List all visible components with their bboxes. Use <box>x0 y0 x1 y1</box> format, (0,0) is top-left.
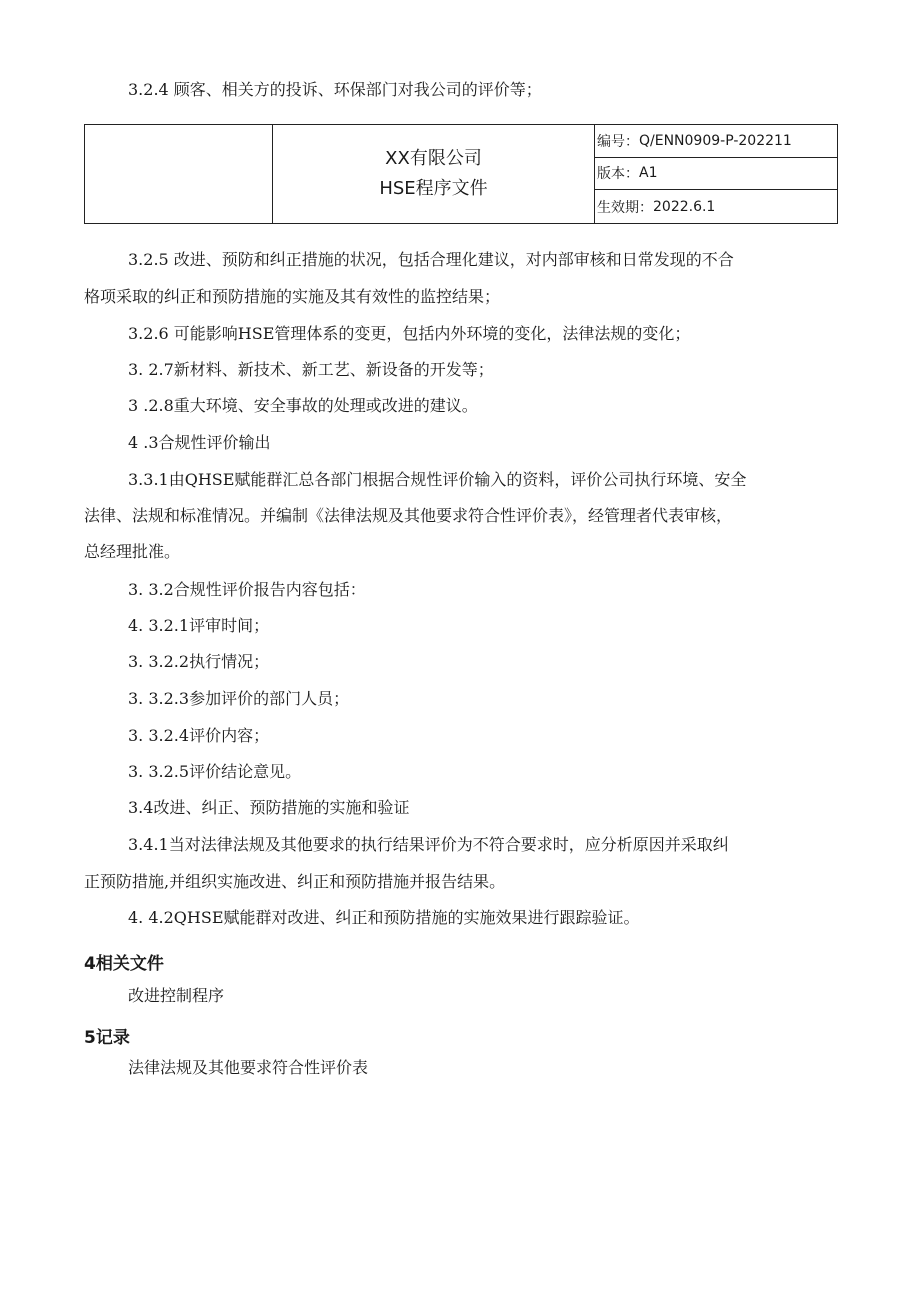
meta-label: 编号： <box>597 133 639 150</box>
body-line: 3. 2.7新材料、新技术、新工艺、新设备的开发等； <box>128 360 494 379</box>
company-name: XX有限公司 <box>385 148 482 169</box>
document-title: HSE程序文件 <box>379 178 488 199</box>
intro-line: 3.2.4 顾客、相关方的投诉、环保部门对我公司的评价等； <box>128 80 542 99</box>
body-line: 3. 3.2合规性评价报告内容包括： <box>128 580 366 599</box>
body-line: 3.2.6 可能影响HSE管理体系的变更，包括内外环境的变化，法律法规的变化； <box>128 324 691 343</box>
body-line: 3. 3.2.3参加评价的部门人员； <box>128 689 350 708</box>
meta-row-effective-date <box>595 190 837 223</box>
meta-cell <box>595 125 837 223</box>
meta-row-version <box>595 158 837 191</box>
logo-cell <box>85 125 273 223</box>
body-line: 格项采取的纠正和预防措施的实施及其有效性的监控结果； <box>84 287 501 306</box>
body-line: 3. 3.2.2执行情况； <box>128 652 270 671</box>
body-line: 3. 3.2.4评价内容； <box>128 726 270 745</box>
body-line: 3.4.1当对法律法规及其他要求的执行结果评价为不符合要求时，应分析原因并采取纠 <box>128 835 729 854</box>
body-line: 4. 3.2.1评审时间； <box>128 616 270 635</box>
body-line: 4 .3合规性评价输出 <box>128 433 271 452</box>
meta-value: 2022.6.1 <box>653 198 716 215</box>
meta-value: Q/ENN0909-P-202211 <box>639 132 792 149</box>
body-line: 3. 3.2.5评价结论意见。 <box>128 762 302 781</box>
section-5-heading: 5记录 <box>84 1028 130 1048</box>
meta-value: A1 <box>639 165 658 182</box>
body-line: 3.4改进、纠正、预防措施的实施和验证 <box>128 798 410 817</box>
document-header-table <box>84 124 838 224</box>
body-line: 正预防措施,并组织实施改进、纠正和预防措施并报告结果。 <box>84 872 506 891</box>
section-4-heading: 4相关文件 <box>84 954 164 974</box>
body-line: 法律、法规和标准情况。并编制《法律法规及其他要求符合性评价表》，经管理者代表审核， <box>84 506 733 525</box>
body-line: 3.3.1由QHSE赋能群汇总各部门根据合规性评价输入的资料，评价公司执行环境、安全 <box>128 470 747 489</box>
meta-label: 生效期： <box>597 199 653 216</box>
section-4-item: 改进控制程序 <box>128 986 225 1005</box>
body-line: 3 .2.8重大环境、安全事故的处理或改进的建议。 <box>128 396 478 415</box>
body-line: 3.2.5 改进、预防和纠正措施的状况，包括合理化建议，对内部审核和日常发现的不合 <box>128 250 734 269</box>
body-line: 4. 4.2QHSE赋能群对改进、纠正和预防措施的实施效果进行跟踪验证。 <box>128 908 640 927</box>
section-5-item: 法律法规及其他要求符合性评价表 <box>128 1058 369 1077</box>
meta-label: 版本： <box>597 166 639 183</box>
title-cell <box>273 125 595 223</box>
body-line: 总经理批准。 <box>84 542 181 561</box>
meta-row-number <box>595 125 837 158</box>
